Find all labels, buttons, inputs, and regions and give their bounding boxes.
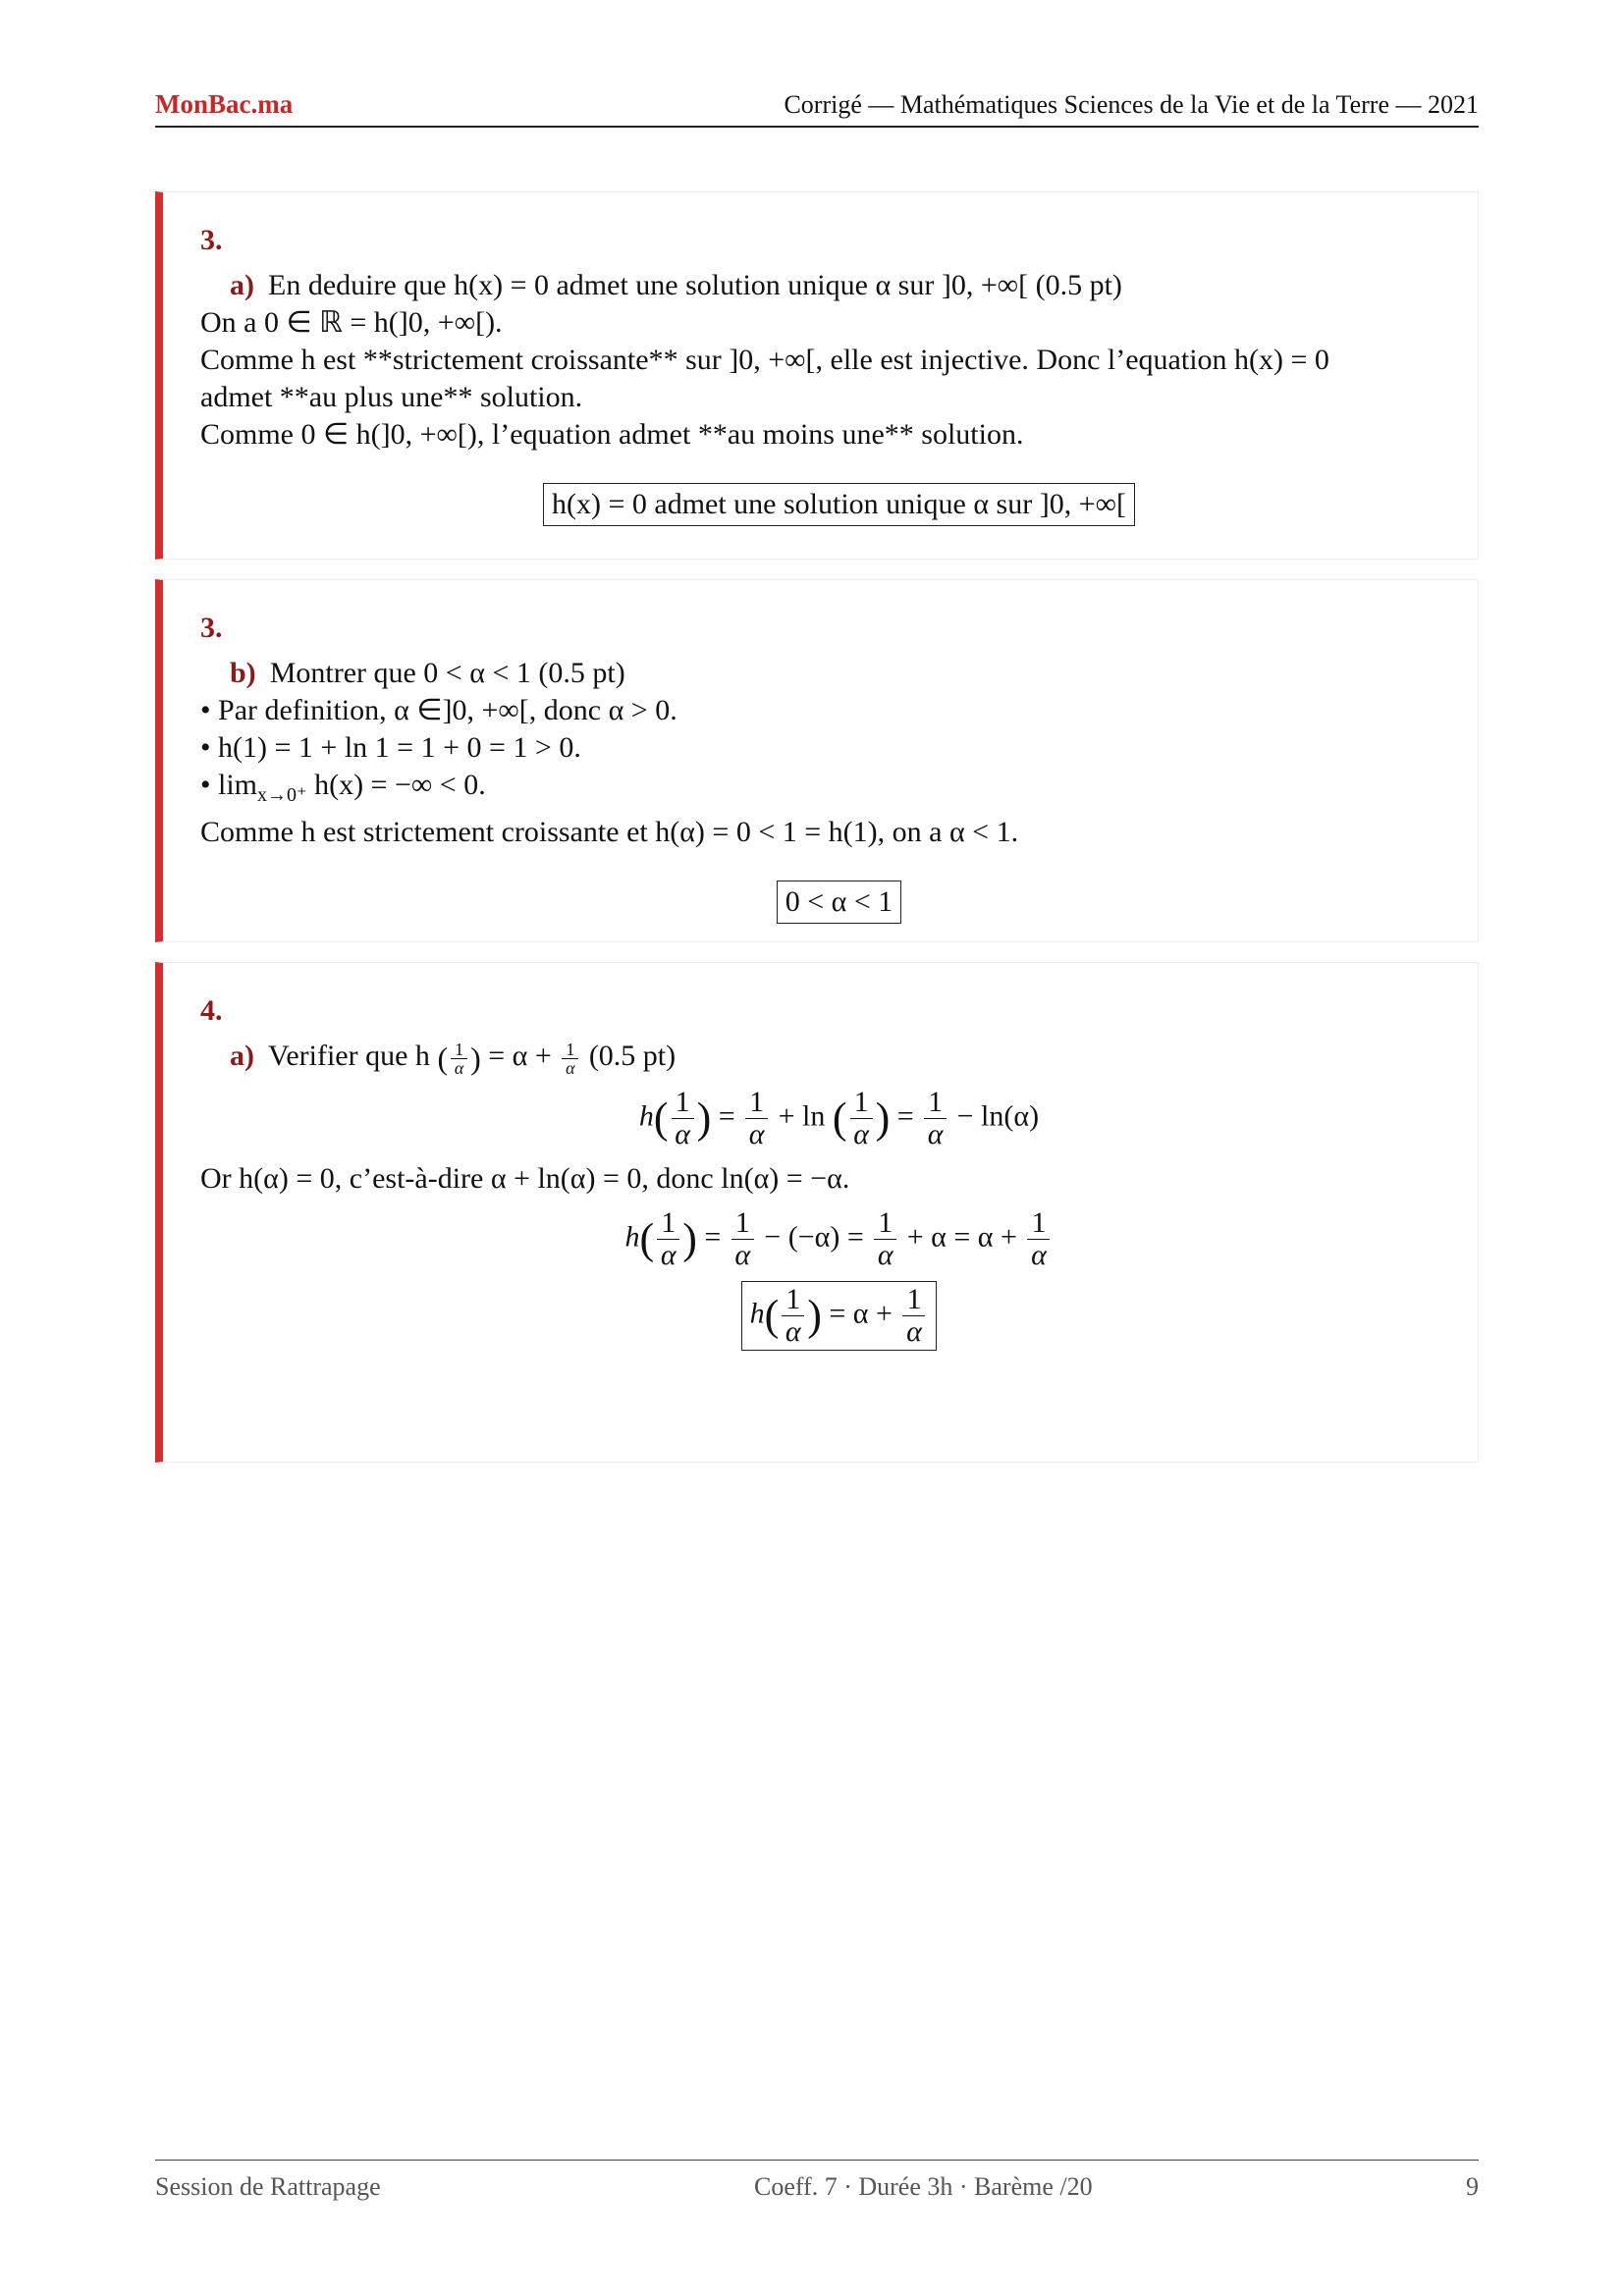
proof-line: • Par definition, α ∈]0, +∞[, donc α > 0. (200, 694, 677, 726)
question-text: Montrer que 0 < α < 1 (0.5 pt) (269, 657, 625, 689)
proof-line: admet **au plus une** solution. (200, 381, 583, 413)
exercise-box-3a (155, 191, 1479, 560)
question-label: b) (230, 657, 256, 689)
question-label: a) (230, 1040, 254, 1072)
exercise-number: 3. (200, 612, 223, 644)
header-title: Corrigé — Mathématiques Sciences de la Vie et de la Terre — 2021 (784, 90, 1479, 119)
proof-line: Or h(α) = 0, c’est-à-dire α + ln(α) = 0, donc ln(α) = −α. (200, 1162, 850, 1196)
exercise-number: 3. (200, 224, 223, 256)
page-header (155, 86, 1479, 128)
proof-line: Comme 0 ∈ h(]0, +∞[), l’equation admet **au moins une** solution. (200, 418, 1024, 451)
page-footer (155, 2160, 1479, 2202)
exercise-box-3b (155, 579, 1479, 942)
proof-line: Comme h est strictement croissante et h(α) = 0 < 1 = h(1), on a α < 1. (200, 816, 1019, 848)
result-box-container (200, 881, 1478, 924)
proof-line: • h(1) = 1 + ln 1 = 1 + 0 = 1 > 0. (200, 731, 581, 764)
page-number: 9 (1466, 2172, 1479, 2201)
boxed-result: h( $\frac{1}{\alpha}$ ) = α + $\frac{1}{\alpha}$ (741, 1281, 938, 1351)
boxed-result: 0 < α < 1 (777, 881, 902, 924)
result-box-container (200, 1281, 1478, 1351)
result-box-container (200, 483, 1478, 526)
equation-2: h( $\frac{1}{\alpha}$ ) = $\frac{1}{\alpha}$ − (−α) = $\frac{1}{\alpha}$ + α = α + $\frac{1}{\alpha}$ (200, 1207, 1478, 1271)
question-line (200, 267, 1478, 304)
question-label: a) (230, 269, 254, 301)
footer-coefficients: Coeff. 7 · Durée 3h · Barème /20 (753, 2172, 1093, 2201)
brand-logo-text[interactable]: MonBac.ma (155, 89, 294, 119)
proof-line: Comme h est **strictement croissante** sur ]0, +∞[, elle est injective. Donc l’equation h(x) = 0 (200, 344, 1329, 376)
proof-line-limit: • $\lim_{x\to 0^+} h(x)$ = −∞ < 0. (200, 769, 486, 806)
question-text: En deduire que h(x) = 0 admet une solution unique α sur ]0, +∞[ (0.5 pt) (268, 269, 1122, 301)
exercise-box-4a (155, 962, 1479, 1463)
question-line: a) Verifier que h ( $\frac{1}{\alpha}$ ) = α + $\frac{1}{\alpha}$ (0.5 pt) (230, 1039, 677, 1078)
proof-line: On a 0 ∈ ℝ = h(]0, +∞[). (200, 306, 503, 339)
footer-session: Session de Rattrapage (155, 2172, 381, 2201)
boxed-result: h(x) = 0 admet une solution unique α sur ]0, +∞[ (543, 483, 1135, 526)
question-line (200, 655, 1478, 692)
equation-1: h( $\frac{1}{\alpha}$ ) = $\frac{1}{\alpha}$ + ln ( $\frac{1}{\alpha}$ ) = $\frac{1}{\alpha}$ − ln(α) (638, 1086, 1040, 1151)
exercise-number: 4. (200, 994, 223, 1027)
limit-subscript: x→0⁺ (257, 784, 307, 806)
